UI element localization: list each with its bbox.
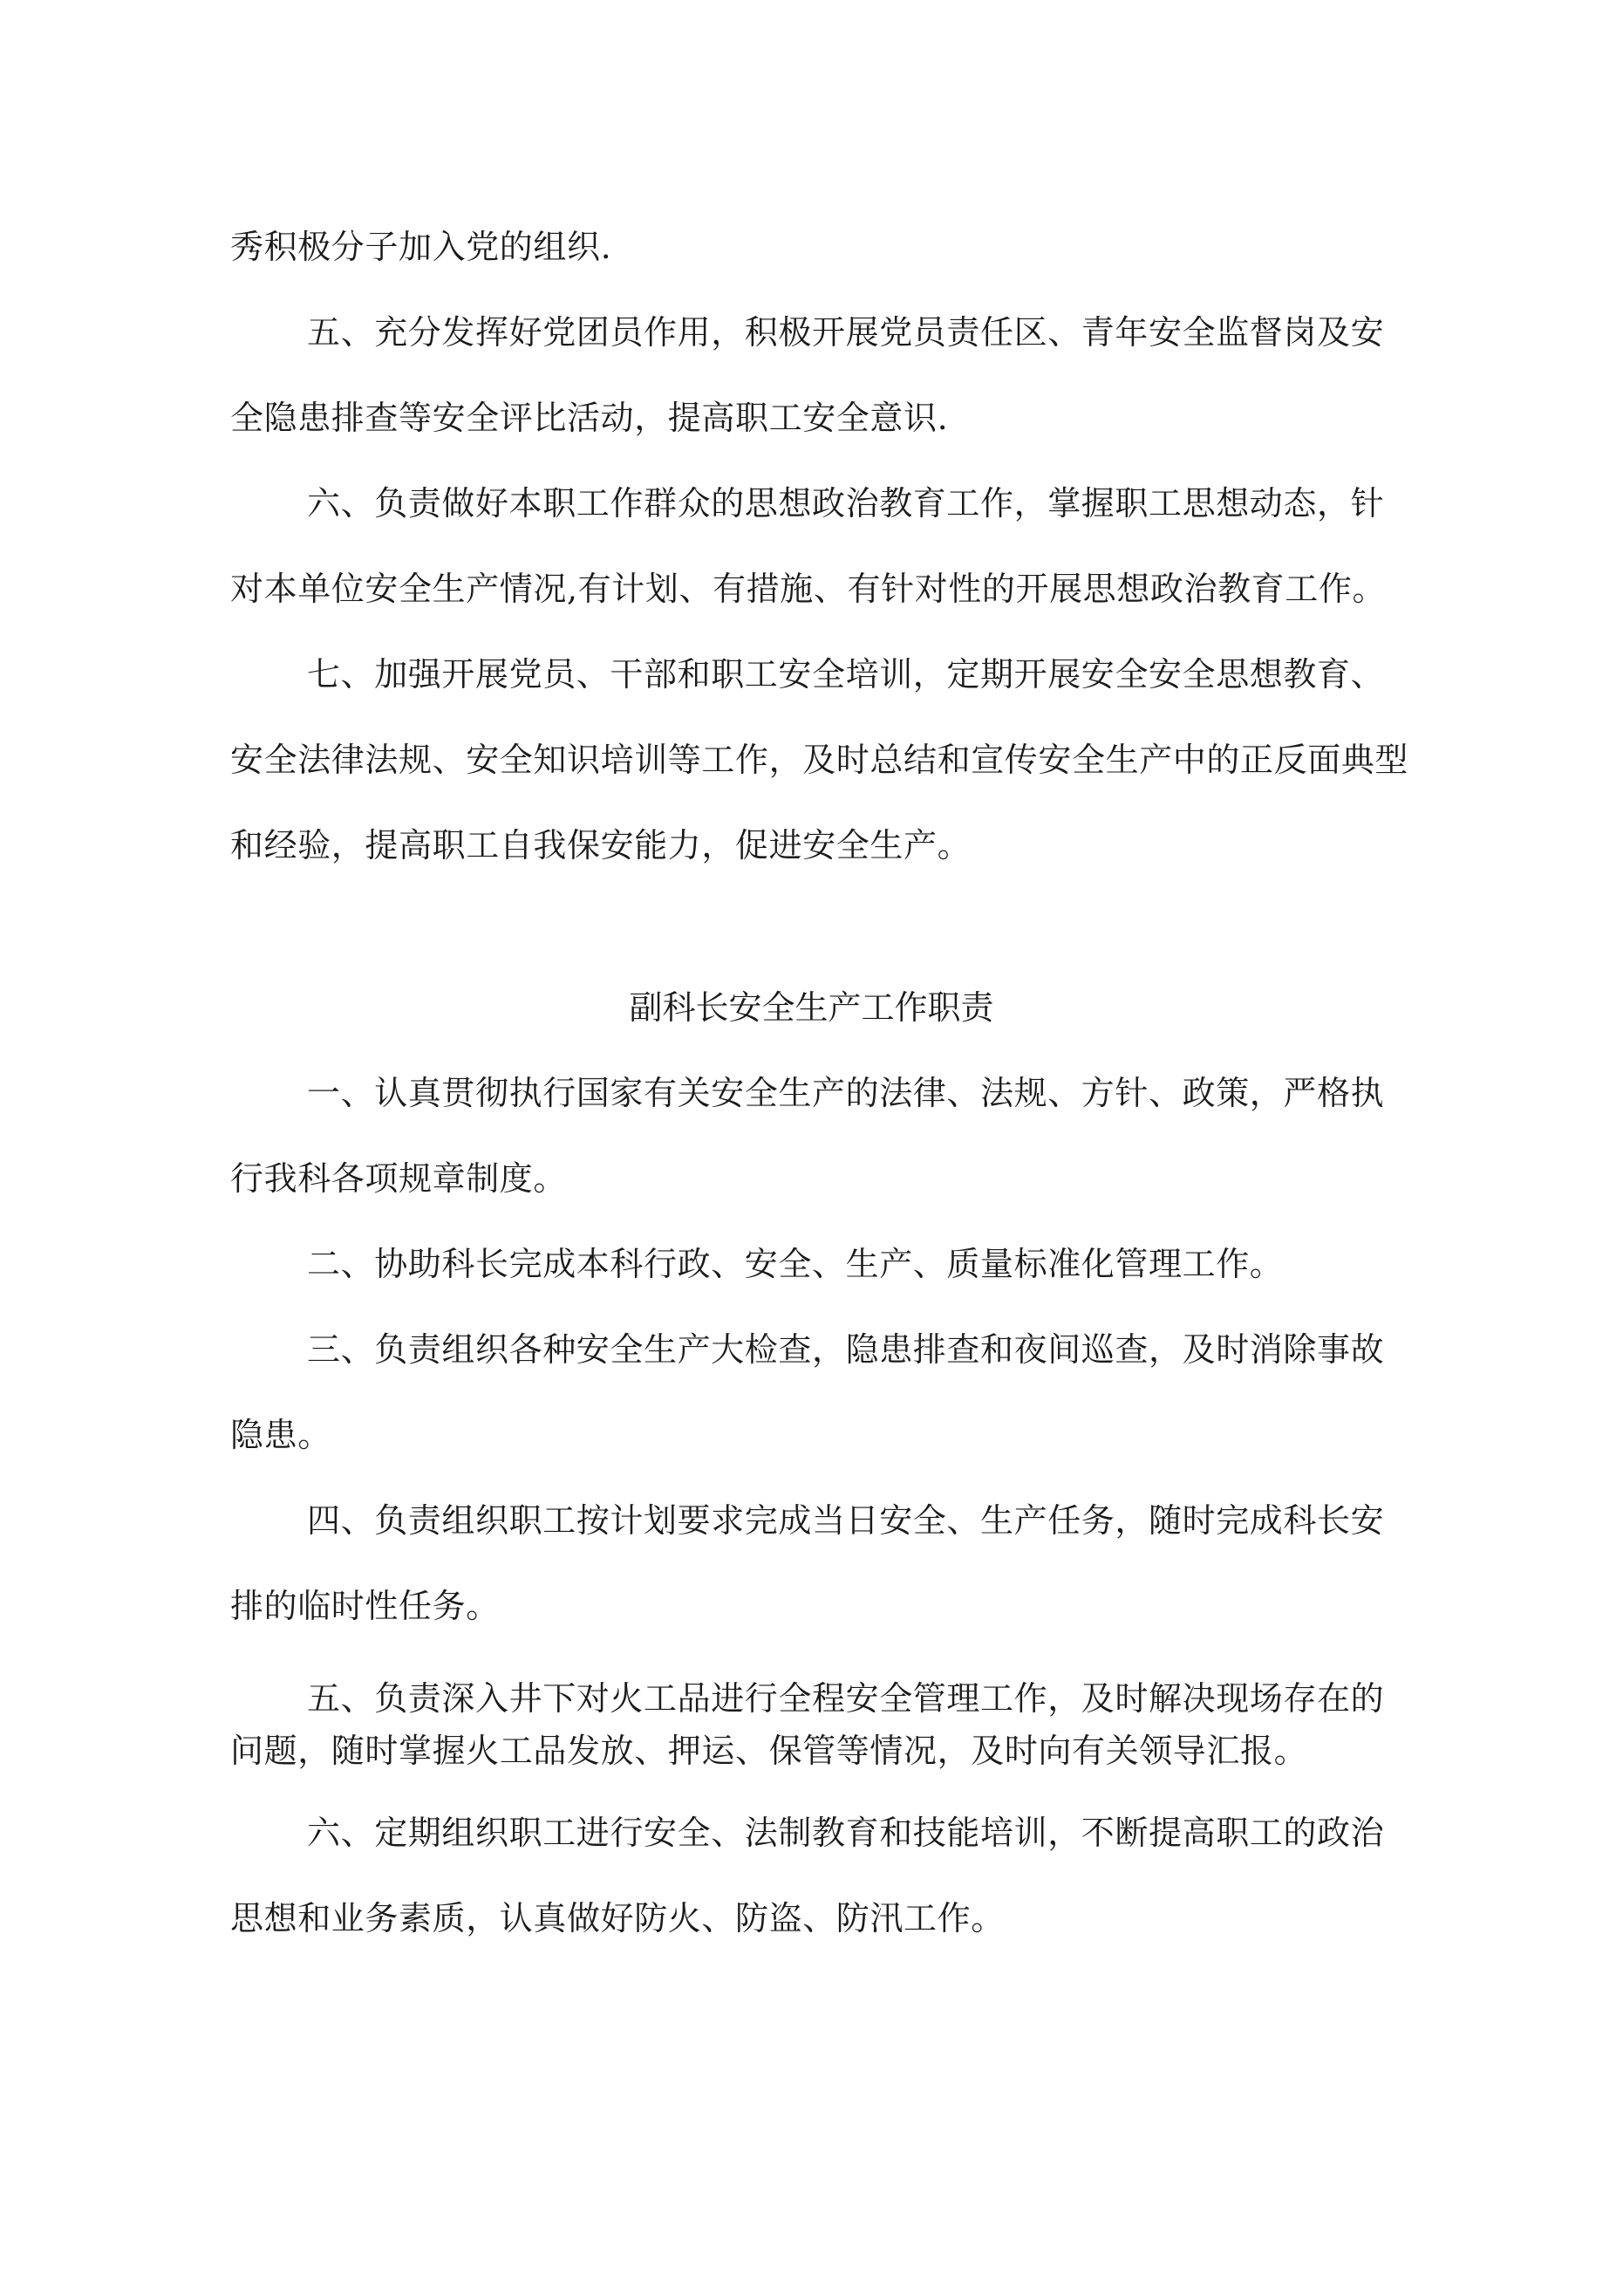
paragraph-line: 一、认真贯彻执行国家有关安全生产的法律、法规、方针、政策，严格执 <box>307 1074 1385 1112</box>
paragraph-line: 排的临时性任务。 <box>230 1587 500 1625</box>
paragraph-line: 二、协助科长完成本科行政、安全、生产、质量标准化管理工作。 <box>307 1245 1284 1283</box>
paragraph-line: 四、负责组织职工按计划要求完成当日安全、生产任务，随时完成科长安 <box>307 1501 1385 1540</box>
paragraph-line: 三、负责组织各种安全生产大检查，隐患排查和夜间巡查，及时消除事故 <box>307 1330 1385 1369</box>
section-heading: 副科长安全生产工作职责 <box>629 988 994 1027</box>
paragraph-line: 对本单位安全生产情况,有计划、有措施、有针对性的开展思想政治教育工作。 <box>230 570 1387 608</box>
paragraph-line: 行我科各项规章制度。 <box>230 1159 568 1198</box>
paragraph-line: 七、加强开展党员、干部和职工安全培训，定期开展安全安全思想教育、 <box>307 655 1385 694</box>
paragraph-line: 五、充分发挥好党团员作用，积极开展党员责任区、青年安全监督岗及安 <box>307 313 1385 352</box>
paragraph-line: 全隐患排查等安全评比活动，提高职工安全意识. <box>230 399 949 437</box>
paragraph-line: 五、负责深入井下对火工品进行全程安全管理工作，及时解决现场存在的 <box>307 1679 1385 1718</box>
paragraph-line: 六、负责做好本职工作群众的思想政治教育工作，掌握职工思想动态，针 <box>307 484 1385 523</box>
paragraph-line: 思想和业务素质，认真做好防火、防盗、防汛工作。 <box>230 1899 1005 1937</box>
paragraph-line: 问题，随时掌握火工品发放、押运、保管等情况，及时向有关领导汇报。 <box>230 1732 1308 1770</box>
paragraph-line: 六、定期组织职工进行安全、法制教育和技能培训，不断提高职工的政治 <box>307 1814 1385 1852</box>
paragraph-line: 隐患。 <box>230 1416 331 1454</box>
paragraph-line: 安全法律法规、安全知识培训等工作，及时总结和宣传安全生产中的正反面典型 <box>230 741 1409 779</box>
paragraph-line: 和经验，提高职工自我保安能力，促进安全生产。 <box>230 826 972 864</box>
intro-tail-line: 秀积极分子加入党的组织. <box>230 228 612 266</box>
